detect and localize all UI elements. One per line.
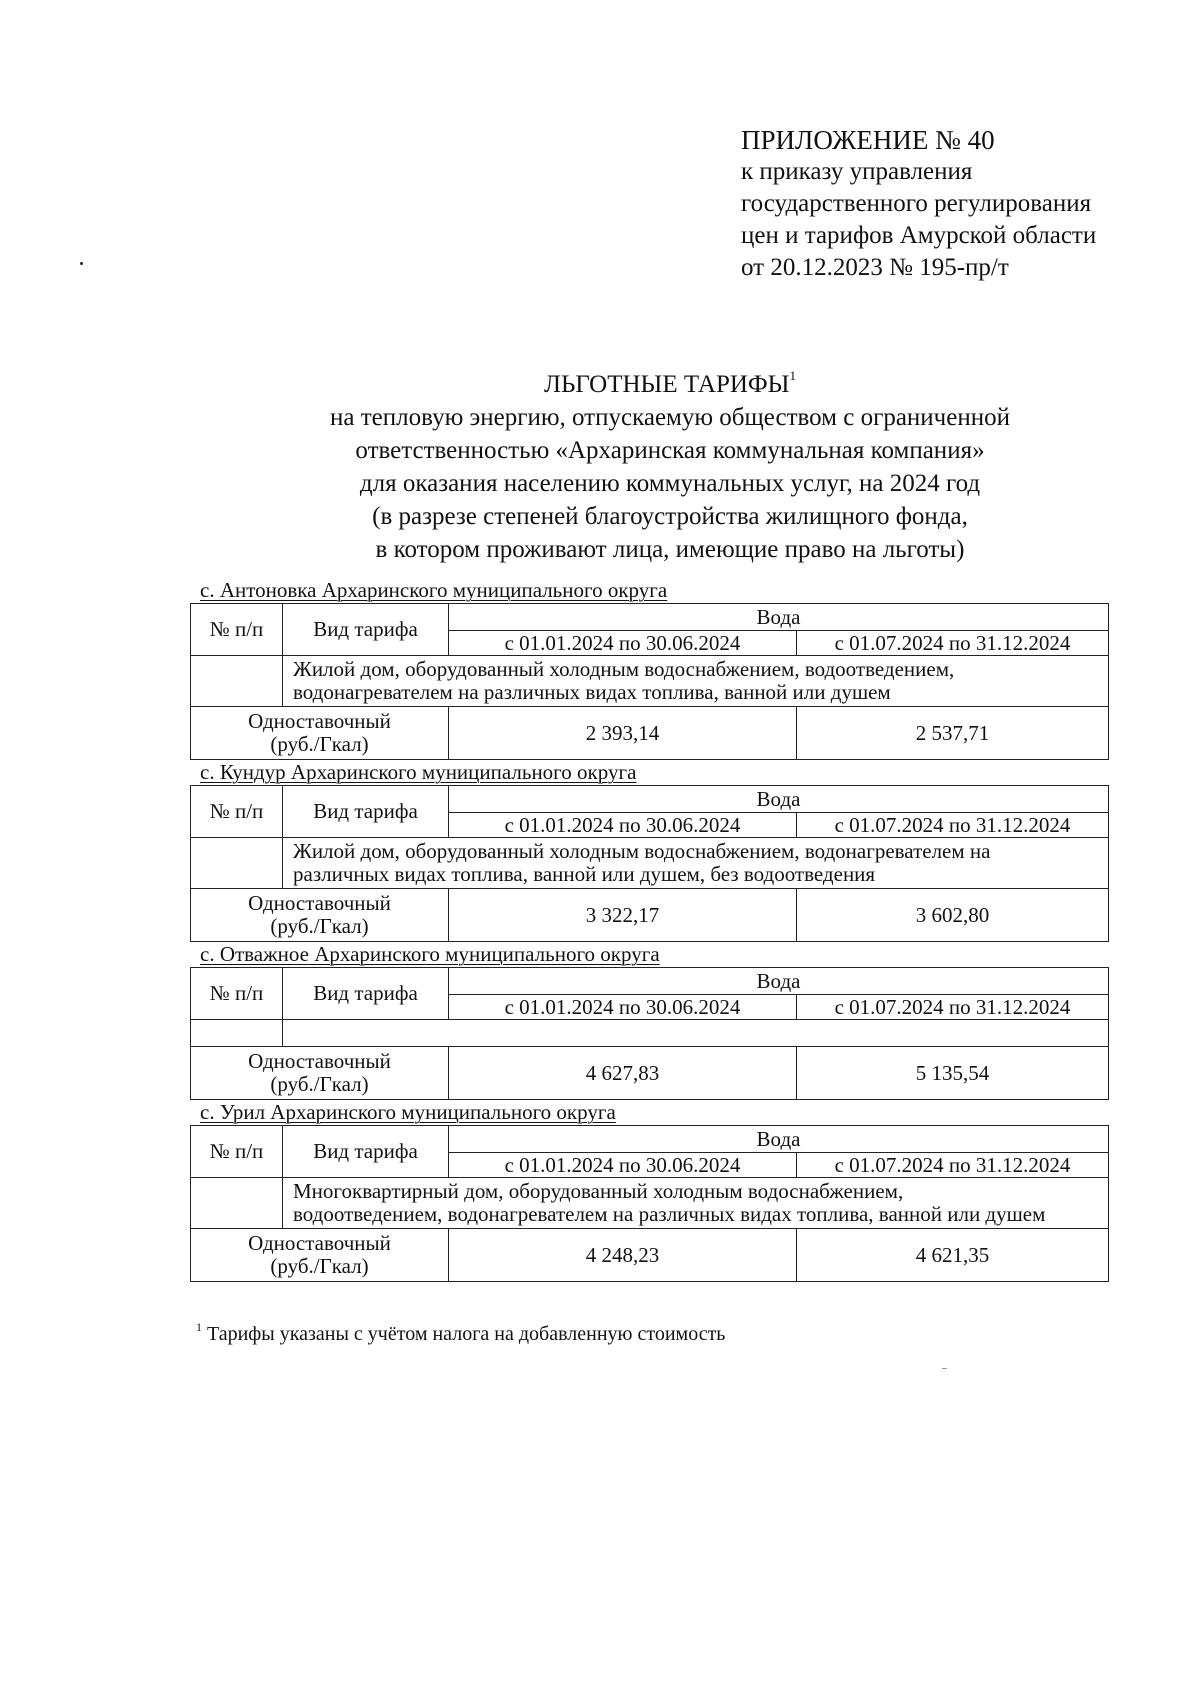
title-footnote-mark: 1	[789, 368, 796, 383]
tariff-name	[191, 889, 449, 942]
header-type: Вид тарифа	[283, 968, 449, 1020]
tariff-value-period-1: 3 322,17	[449, 889, 797, 942]
tariff-value-period-2: 5 135,54	[797, 1047, 1109, 1100]
tariff-name-line: Одноставочный	[248, 1049, 391, 1073]
header-num: № п/п	[191, 1126, 283, 1178]
document-title	[200, 368, 1140, 566]
description-line: Жилой дом, оборудованный холодным водоснабжением, водоотведением,	[293, 657, 955, 681]
housing-description-empty	[283, 1020, 1109, 1047]
locality-text: с. Урил Архаринского муниципального округа	[200, 1100, 616, 1124]
footnote	[196, 1322, 725, 1346]
description-line: водонагревателем на различных видах топлива, ванной или душем	[293, 680, 891, 704]
tariff-value-period-2: 3 602,80	[797, 889, 1109, 942]
header-period-1: с 01.01.2024 по 30.06.2024	[449, 631, 797, 656]
header-period-2: с 01.07.2024 по 31.12.2024	[797, 1153, 1109, 1178]
footnote-text: Тарифы указаны с учётом налога на добавленную стоимость	[207, 1323, 726, 1345]
tariff-unit: (руб./Гкал)	[270, 914, 369, 938]
locality-heading	[190, 1100, 1108, 1125]
appendix-line: цен и тарифов Амурской области	[741, 222, 1097, 249]
header-period-1: с 01.01.2024 по 30.06.2024	[449, 995, 797, 1020]
header-group: Вода	[449, 968, 1109, 995]
title-heading-text: ЛЬГОТНЫЕ ТАРИФЫ	[544, 371, 790, 398]
description-line: Многоквартирный дом, оборудованный холодным водоснабжением,	[293, 1179, 904, 1203]
locality-text: с. Кундур Архаринского муниципального округа	[200, 760, 637, 784]
locality-heading	[190, 942, 1108, 967]
header-period-2: с 01.07.2024 по 31.12.2024	[797, 631, 1109, 656]
appendix-line: к приказу управления	[741, 158, 973, 185]
tariff-name	[191, 1229, 449, 1282]
title-line: на тепловую энергию, отпускаемую обществом с ограниченной	[330, 404, 1010, 431]
title-line: (в разрезе степеней благоустройства жилищного фонда,	[372, 503, 968, 530]
header-group: Вода	[449, 604, 1109, 631]
tariff-value-period-2: 2 537,71	[797, 707, 1109, 760]
header-period-1: с 01.01.2024 по 30.06.2024	[449, 1153, 797, 1178]
tariff-value-period-1: 4 248,23	[449, 1229, 797, 1282]
header-period-2: с 01.07.2024 по 31.12.2024	[797, 813, 1109, 838]
description-line: водоотведением, водонагревателем на различных видах топлива, ванной или душем	[293, 1202, 1046, 1226]
locality-text: с. Отважное Архаринского муниципального округа	[200, 942, 660, 966]
locality-heading	[190, 578, 1108, 603]
empty-num-cell	[191, 838, 283, 889]
empty-num-cell	[191, 1020, 283, 1047]
title-line: в котором проживают лица, имеющие право на льготы)	[375, 536, 965, 563]
housing-description	[283, 838, 1109, 889]
header-type: Вид тарифа	[283, 786, 449, 838]
tariff-tables	[190, 578, 1108, 1282]
appendix-line: государственного регулирования	[741, 190, 1092, 217]
header-type: Вид тарифа	[283, 1126, 449, 1178]
header-type: Вид тарифа	[283, 604, 449, 656]
tariff-name	[191, 1047, 449, 1100]
header-period-2: с 01.07.2024 по 31.12.2024	[797, 995, 1109, 1020]
empty-num-cell	[191, 656, 283, 707]
locality-text: с. Антоновка Архаринского муниципального округа	[200, 578, 668, 602]
tariff-name-line: Одноставочный	[248, 891, 391, 915]
appendix-heading: ПРИЛОЖЕНИЕ № 40	[741, 125, 995, 155]
tariff-name-line: Одноставочный	[248, 709, 391, 733]
housing-description	[283, 656, 1109, 707]
scan-speck	[80, 262, 83, 265]
tariff-unit: (руб./Гкал)	[270, 732, 369, 756]
tariff-table	[190, 785, 1109, 942]
description-line: различных видах топлива, ванной или душем, без водоотведения	[293, 862, 876, 886]
footnote-mark: 1	[196, 1320, 202, 1334]
header-num: № п/п	[191, 786, 283, 838]
title-line: ответственностью «Архаринская коммунальная компания»	[355, 437, 985, 464]
tariff-table	[190, 1125, 1109, 1282]
header-group: Вода	[449, 1126, 1109, 1153]
tariff-name-line: Одноставочный	[248, 1231, 391, 1255]
tariff-table	[190, 967, 1109, 1100]
header-group: Вода	[449, 786, 1109, 813]
scan-speck	[942, 1368, 947, 1369]
tariff-value-period-1: 2 393,14	[449, 707, 797, 760]
empty-num-cell	[191, 1178, 283, 1229]
description-line: Жилой дом, оборудованный холодным водоснабжением, водонагревателем на	[293, 839, 991, 863]
title-line: для оказания населению коммунальных услуг, на 2024 год	[359, 470, 981, 497]
tariff-name	[191, 707, 449, 760]
header-period-1: с 01.01.2024 по 30.06.2024	[449, 813, 797, 838]
title-heading	[200, 368, 1140, 401]
tariff-unit: (руб./Гкал)	[270, 1072, 369, 1096]
tariff-unit: (руб./Гкал)	[270, 1254, 369, 1278]
housing-description	[283, 1178, 1109, 1229]
appendix-line: от 20.12.2023 № 195-пр/т	[741, 254, 1009, 281]
tariff-table	[190, 603, 1109, 760]
tariff-value-period-2: 4 621,35	[797, 1229, 1109, 1282]
appendix-block	[741, 124, 1171, 284]
header-num: № п/п	[191, 604, 283, 656]
header-num: № п/п	[191, 968, 283, 1020]
tariff-value-period-1: 4 627,83	[449, 1047, 797, 1100]
locality-heading	[190, 760, 1108, 785]
